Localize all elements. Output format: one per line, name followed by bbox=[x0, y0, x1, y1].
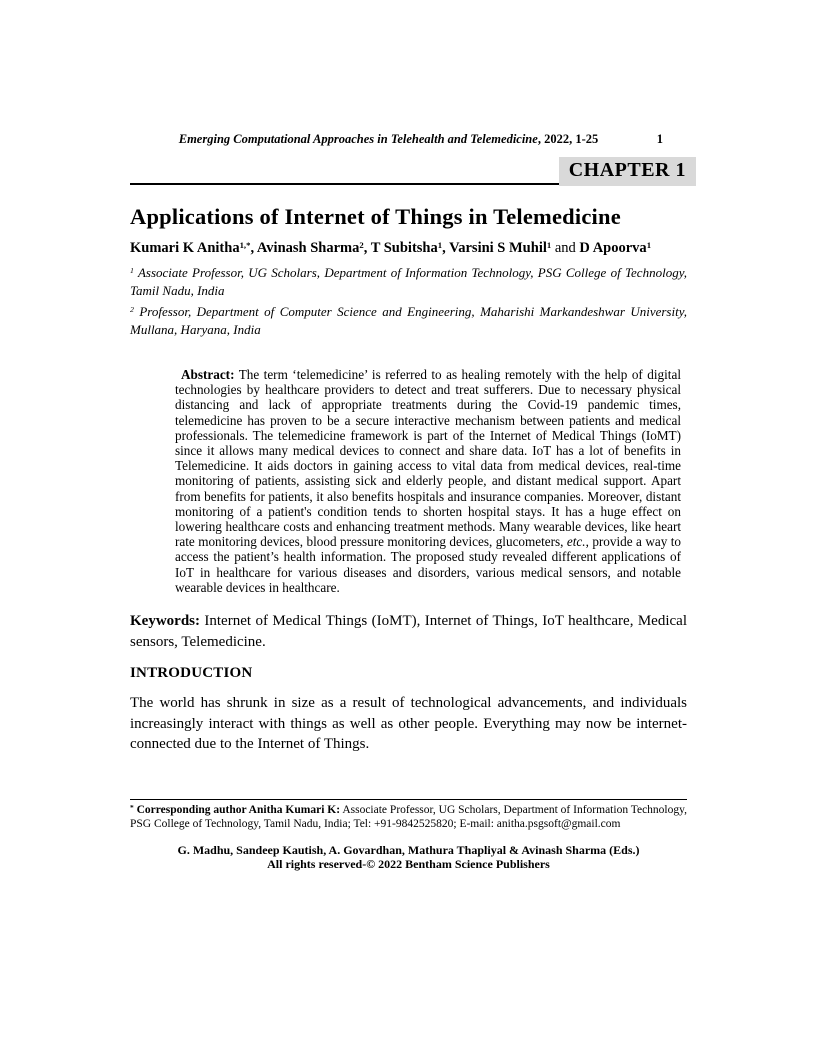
affiliation bbox=[130, 265, 687, 299]
keywords-text: Internet of Medical Things (IoMT), Internet of Things, IoT healthcare, Medical sensors, Telemedicine. bbox=[130, 613, 687, 651]
affiliation-text: Professor, Department of Computer Science and Engineering, Maharishi Markandeshwar University, Mullana, Haryana, India bbox=[130, 304, 687, 337]
chapter-banner bbox=[130, 157, 687, 188]
author bbox=[579, 240, 651, 256]
affiliation-marker: 2 bbox=[130, 305, 134, 315]
introduction-heading: INTRODUCTION bbox=[130, 665, 253, 682]
author-name: Varsini S Muhil bbox=[449, 240, 547, 256]
author-superscript: 1,* bbox=[239, 239, 251, 250]
author-separator: , bbox=[442, 240, 450, 256]
editors-line: G. Madhu, Sandeep Kautish, A. Govardhan, Mathura Thapliyal & Avinash Sharma (Eds.) bbox=[177, 842, 640, 857]
keywords-line bbox=[130, 611, 687, 653]
keywords-label: Keywords: bbox=[130, 613, 200, 630]
footnote-text: Associate Professor, UG Scholars, Department of Information Technology, PSG College of Technology, Tamil Nadu, India; Tel: +91-9842525820; E-mail: anitha.psgsoft@gmail.com bbox=[130, 804, 687, 830]
author-name: Avinash Sharma bbox=[256, 240, 360, 256]
introduction-paragraph: The world has shrunk in size as a result of technological advancements, and individuals increasingly interact with things as well as other people. Everything may now be internet-connected due to the Internet of Things. bbox=[130, 695, 687, 753]
affiliation bbox=[130, 304, 687, 338]
chapter-label: CHAPTER 1 bbox=[559, 157, 696, 186]
running-head-title: Emerging Computational Approaches in Telehealth and Telemedicine bbox=[178, 132, 538, 146]
author-separator: , bbox=[250, 240, 257, 256]
footnote-marker: * bbox=[130, 803, 134, 813]
author-superscript: 1 bbox=[546, 239, 552, 250]
running-head bbox=[130, 132, 687, 147]
abstract-text: The term ‘telemedicine’ is referred to as healing remotely with the help of digital technologies by healthcare providers to detect and treat sufferers. Due to necessary physical distancing and lack of appropriate treatments during the Covid-19 pandemic times, telemedicine has proven to be a secure interactive mechanism between patients and medical professionals. The telemedicine framework is part of the Internet of Medical Things (IoMT) since it allows many medical devices to connect and share data. IoT has a lot of benefits in Telemedicine. It aids doctors in gaining access to vital data from medical devices, real-time monitoring of patients, assisting sick and elderly people, and distant medical support. Apart from benefits for patients, it also benefits hospitals and insurance companies. Moreover, distant monitoring of a patient's condition tends to shorten hospital stays. It has a huge effect on lowering healthcare costs and enhancing treatment methods. Many wearable devices, like heart rate monitoring devices, blood pressure monitoring devices, glucometers, bbox=[175, 367, 681, 550]
author-name: Kumari K Anitha bbox=[130, 240, 240, 256]
editors-block bbox=[130, 843, 687, 871]
abstract-label: Abstract: bbox=[181, 367, 235, 382]
author bbox=[371, 240, 449, 256]
author-superscript: 1 bbox=[437, 239, 443, 250]
affiliation-text: Associate Professor, UG Scholars, Department of Information Technology, PSG College of Technology, Tamil Nadu, India bbox=[130, 265, 687, 298]
author bbox=[449, 240, 579, 256]
corresponding-author-footnote bbox=[130, 804, 687, 832]
abstract-section bbox=[175, 367, 681, 595]
page-content bbox=[130, 132, 687, 755]
author-separator: and bbox=[551, 240, 580, 256]
footnote-rule bbox=[130, 799, 687, 800]
affiliations bbox=[130, 265, 687, 338]
authors-line bbox=[130, 239, 687, 258]
article-title: Applications of Internet of Things in Telemedicine bbox=[130, 204, 621, 229]
author-name: T Subitsha bbox=[370, 240, 438, 256]
page-number: 1 bbox=[656, 132, 663, 146]
abstract-text-continued: , provide a way to access the patient’s health information. The proposed study revealed different applications of IoT in healthcare for various diseases and disorders, various medical sensors, and notable wearable devices in healthcare. bbox=[175, 534, 681, 595]
author-separator: , bbox=[363, 240, 371, 256]
author-superscript: 2 bbox=[359, 239, 364, 250]
running-head-suffix: , 2022, 1-25 bbox=[537, 132, 599, 146]
author bbox=[130, 240, 257, 256]
author-name: D Apoorva bbox=[579, 240, 647, 256]
author bbox=[257, 240, 371, 256]
page-footer bbox=[130, 799, 687, 871]
affiliation-marker: 1 bbox=[130, 266, 134, 276]
footnote-bold-text: Corresponding author Anitha Kumari K: bbox=[133, 804, 341, 816]
rights-line: All rights reserved-© 2022 Bentham Science Publishers bbox=[267, 856, 550, 871]
abstract-etc: etc. bbox=[566, 534, 586, 550]
author-superscript: 1 bbox=[646, 239, 652, 250]
